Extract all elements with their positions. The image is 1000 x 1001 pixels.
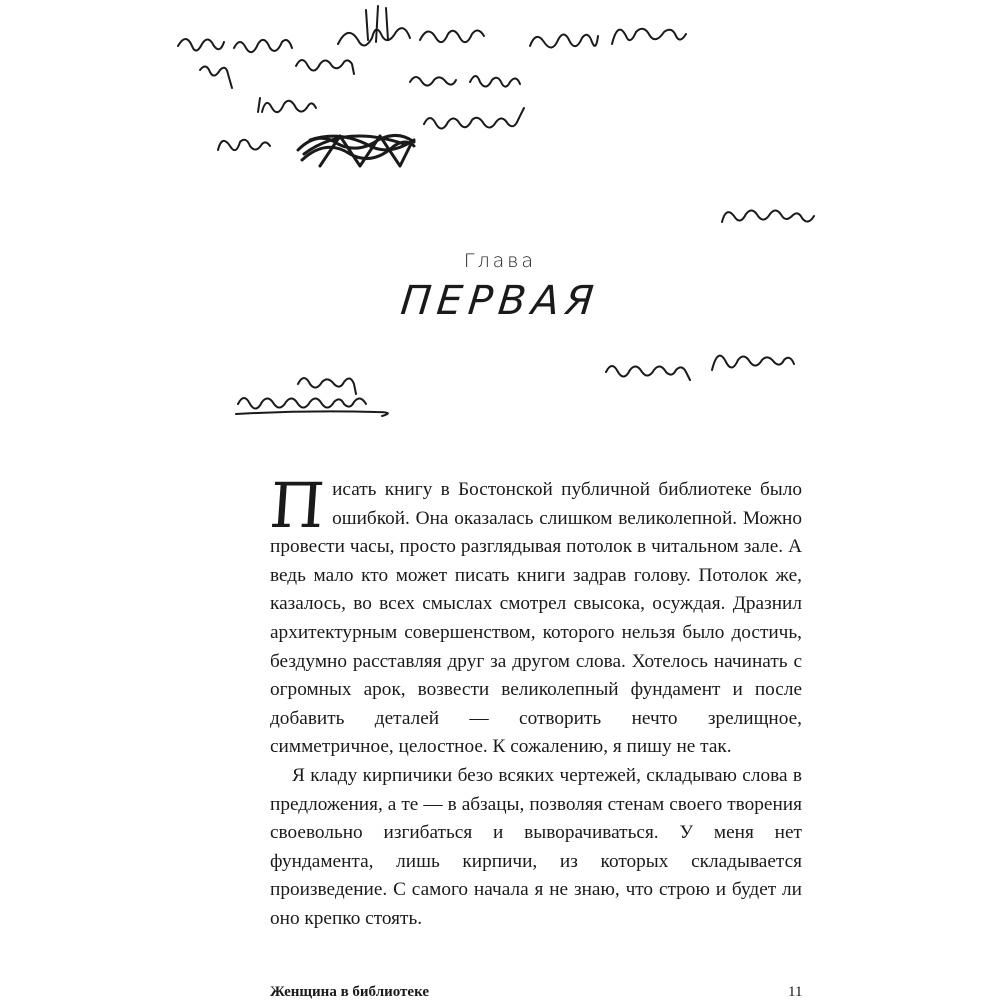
chapter-title: ПЕРВАЯ xyxy=(398,278,602,324)
body-text xyxy=(267,469,802,934)
crossed-out-scribble xyxy=(298,135,414,166)
handwritten-scribbles xyxy=(0,0,1000,460)
scribble-word xyxy=(218,140,270,150)
scribble-word xyxy=(238,398,366,409)
footer-book-title: Женщина в библиотеке xyxy=(270,984,430,1000)
scribble-word xyxy=(296,60,354,74)
paragraph-1-text: исать книгу в Бостонской публичной библиотеке было ошибкой. Она оказалась слишком великолепной. Можно провести часы, просто разглядывая потолок в читальном зале. А ведь мало кто может писать книги задрав голову. Потолок же, казалось, во всех смыслах смотрел свысока, осуждая. Дразнил архитектурным совершенством, которого нельзя было достичь, бездумно расставляя друг за другом слова. Хотелось начинать с огромных арок, возвести великолепный фундамент и после добавить деталей — сотворить нечто зрелищное, симметричное, целостное. К сожалению, я пишу не так. xyxy=(270,479,802,758)
paragraph-1 xyxy=(267,469,802,762)
scribble-word xyxy=(424,108,524,129)
scribble-word xyxy=(420,30,484,42)
page-number: 11 xyxy=(788,984,803,1000)
scribble-word xyxy=(200,66,232,88)
scribble-word xyxy=(258,98,316,112)
scribble-word xyxy=(338,6,410,46)
scribble-word xyxy=(606,366,690,380)
chapter-label: Глава xyxy=(463,250,537,272)
scribble-word xyxy=(722,210,814,222)
scribble-word xyxy=(178,39,292,52)
scribble-word xyxy=(410,76,520,87)
scribble-word xyxy=(530,34,598,47)
scribble-word xyxy=(298,378,356,394)
drop-cap: П xyxy=(267,469,327,542)
scribble-word xyxy=(612,29,686,44)
scribble-word xyxy=(712,356,794,370)
scribble-underline xyxy=(236,411,388,416)
paragraph-2: Я кладу кирпичики безо всяких чертежей, складываю слова в предложения, а те — в абзацы, позволяя стенам своего творения своевольно изгибаться и выворачиваться. У меня нет фундамента, лишь кирпичи, из которых складывается произведение. С самого начала я не знаю, что строю и будет ли оно крепко стоять. xyxy=(270,764,802,929)
